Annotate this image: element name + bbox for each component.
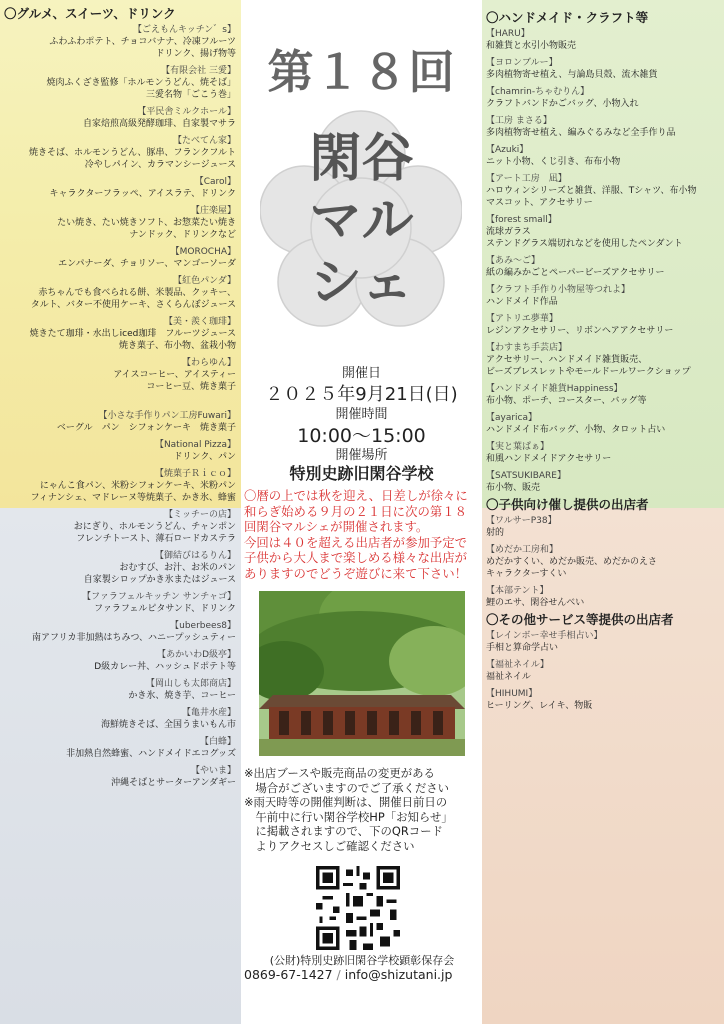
vendor-name: 【実と葉ぱぁ】: [486, 442, 550, 452]
note-line: よりアクセスしご確認ください: [244, 838, 415, 853]
vendor-name: 【HIHUMI】: [486, 689, 538, 699]
handmade-vendor-list-lower: [486, 383, 720, 494]
vendor-name: 【chamrin-ちゃむりん】: [486, 87, 590, 97]
vendor-entry: [486, 544, 720, 580]
vendor-name: 【御結びはるりん】: [154, 551, 236, 561]
vendor-name: 【HARU】: [486, 29, 530, 39]
vendor-items: レジンアクセサリー、リボンヘアアクセサリー: [486, 326, 674, 336]
vendor-name: 【美・羨く珈琲】: [163, 317, 236, 327]
vendor-entry: [4, 24, 236, 60]
vendor-entry: [486, 515, 720, 539]
vendor-items: 非加熱自然蜂蜜、ハンドメイドエコグッズ: [66, 749, 236, 759]
vendor-items: キャラクターすくい: [486, 569, 567, 579]
handmade-vendor-list: [486, 28, 720, 378]
notice-line: 今回は４０を超える出店者が参加予定で: [244, 534, 468, 550]
vendor-entry: [486, 688, 720, 712]
left-vendor-column: [4, 8, 236, 794]
vendor-items: ビーズブレスレットやモールドールワークショップ: [486, 367, 691, 377]
notes: [244, 766, 480, 853]
vendor-name: 【工房 まさる】: [486, 116, 552, 126]
kids-heading: 〇子供向け催し提供の出店者: [486, 497, 649, 512]
vendor-items: ハンドメイド作品: [486, 297, 558, 307]
vendor-name: 【庄楽屋】: [190, 206, 236, 216]
vendor-items: ハロウィンシリーズと雑貨、洋服、Tシャツ、布小物: [486, 186, 697, 196]
vendor-items: 手相と算命学占い: [486, 643, 559, 653]
vendor-name: 【Carol】: [194, 177, 236, 187]
vendor-entry: [4, 736, 236, 760]
vendor-items: ステンドグラス端切れなどを使用したペンダント: [486, 239, 683, 249]
vendor-items: タルト、バター不使用ケーキ、さくらんぼジュース: [30, 300, 236, 310]
vendor-name: 【たべてん家】: [172, 136, 236, 146]
time-label: 開催時間: [335, 407, 388, 422]
vendor-items: 焼きたて珈琲・水出しiced珈琲 フルーツジュース: [29, 329, 236, 339]
vendor-entry: [4, 205, 236, 241]
vendor-name: 【焼菓子Ｒｉｃｏ】: [154, 469, 236, 479]
vendor-items: 焼肉ふくざき監修「ホルモンうどん、焼そば」: [46, 78, 236, 88]
vendor-entry: [4, 246, 236, 270]
vendor-entry: [486, 383, 720, 407]
vendor-name: 【あみ～ご】: [486, 256, 541, 266]
vendor-entry: [486, 412, 720, 436]
other-services-vendor-list: [486, 630, 720, 712]
vendor-items: 流球ガラス: [486, 227, 531, 237]
vendor-items: おむすび、お汁、お米のパン: [119, 563, 236, 573]
vendor-entry: [486, 144, 720, 168]
vendor-entry: [486, 342, 720, 378]
vendor-entry: [486, 214, 720, 250]
vendor-name: 【あかいわD級亭】: [157, 650, 236, 660]
vendor-items: おにぎり、ホルモンうどん、チャンポン: [73, 522, 236, 532]
vendor-name: 【わすまち手芸店】: [486, 343, 568, 353]
vendor-entry: [486, 284, 720, 308]
vendor-entry: [486, 313, 720, 337]
vendor-items: キャラクターフラッペ、アイスラテ、ドリンク: [49, 189, 236, 199]
vendor-entry: [486, 630, 720, 654]
vendor-items: 沖縄そばとサーターアンダギー: [111, 778, 236, 788]
vendor-entry: [4, 135, 236, 171]
email-address[interactable]: info@shizutani.jp: [344, 967, 453, 982]
vendor-entry: [4, 275, 236, 311]
edition-number: 第１８回: [267, 45, 456, 99]
vendor-items: 射的: [486, 528, 505, 538]
vendor-name: 【アトリエ夢華】: [486, 314, 558, 324]
vendor-name: 【ワルサーP38】: [486, 516, 557, 526]
event-title-line-2: マル: [309, 190, 414, 251]
vendor-name: 【平民舎ミルクホール】: [137, 107, 236, 117]
vendor-name: 【有限会社 三愛】: [161, 66, 236, 76]
vendor-entry: [4, 176, 236, 200]
vendor-entry: [4, 468, 236, 504]
vendor-name: 【亀井水産】: [181, 708, 236, 718]
notice-line: 回閑谷マルシェが開催されます。: [244, 519, 429, 534]
vendor-name: 【やいま】: [190, 766, 236, 776]
vendor-name: 【ヨロンブルー】: [486, 58, 558, 68]
vendor-items: 和雑貨と水引小物販売: [486, 41, 577, 51]
event-date: ２０２５年9月21日(日): [265, 384, 458, 405]
vendor-entry: [486, 173, 720, 209]
vendor-entry: [4, 707, 236, 731]
vendor-name: 【わらゆん】: [181, 358, 236, 368]
contact-info: [244, 967, 480, 982]
vendor-items: にゃんこ食パン、米粉シフォンケーキ、米粉パン: [39, 481, 236, 491]
vendor-name: 【uberbees8】: [170, 621, 236, 631]
vendor-name: 【レインボー幸せ手相占い】: [486, 631, 603, 641]
vendor-items: 焼き菓子、布小物、盆栽小物: [118, 341, 236, 351]
vendor-name: 【アート工房 凪】: [486, 174, 567, 184]
vendor-items: 南アフリカ非加熱はちみつ、ハニープッシュティー: [31, 633, 236, 643]
phone-number: 0869-67-1427: [244, 967, 333, 982]
place-label: 開催場所: [335, 448, 388, 463]
bakery-vendor-list: [4, 410, 236, 789]
vendor-name: 【ミッチーの店】: [164, 510, 236, 520]
vendor-items: 布小物、販売: [486, 483, 541, 493]
vendor-items: アクセサリー、ハンドメイド雑貨販売、: [486, 355, 648, 365]
note-line: ※出店ブースや販売商品の変更がある: [244, 766, 435, 780]
vendor-items: かき氷、焼き芋、コーヒー: [128, 691, 236, 701]
vendor-items: マスコット、アクセサリー: [486, 198, 593, 208]
vendor-items: ヒーリング、レイキ、物販: [486, 701, 593, 711]
vendor-name: 【National Pizza】: [154, 440, 236, 450]
contact-separator: /: [336, 967, 341, 982]
vendor-name: 【本部テント】: [486, 586, 549, 596]
vendor-items: 冷やしパイン、カラマンシージュース: [84, 160, 236, 170]
notice-line: 和らぎ始める９月の２１日に次の第１８: [244, 503, 468, 519]
date-label: 開催日: [341, 366, 381, 381]
note-line: 場合がございますのでご了承ください: [244, 780, 450, 795]
note-line: 午前中に行い閑谷学校HP「お知らせ」: [244, 809, 453, 824]
vendor-entry: [4, 649, 236, 673]
kids-vendor-list: [486, 515, 720, 609]
vendor-items: ファラフェルピタサンド、ドリンク: [94, 604, 236, 614]
vendor-items: フィナンシェ、マドレーヌ等焼菓子、かき氷、蜂蜜: [30, 493, 236, 503]
vendor-items: D級カレー丼、ハッシュドポテト等: [94, 662, 236, 672]
event-time: 10:00～15:00: [297, 425, 426, 447]
vendor-items: ハンドメイド布バッグ、小物、タロット占い: [486, 425, 666, 435]
vendor-items: ニット小物、くじ引き、布布小物: [486, 157, 621, 167]
vendor-items: フレンチトースト、薄石ロードカステラ: [76, 534, 236, 544]
notice-line: 〇暦の上では秋を迎え、日差しが徐々に: [244, 488, 468, 503]
vendor-items: クラフトバンドかごバッグ、小物入れ: [486, 99, 639, 109]
vendor-name: 【ayarica】: [486, 413, 538, 423]
note-line: ※雨天時等の開催判断は、開催日前日の: [244, 795, 448, 809]
vendor-items: ドリンク、揚げ物等: [155, 49, 236, 59]
vendor-entry: [486, 86, 720, 110]
vendor-entry: [4, 765, 236, 789]
vendor-items: 鯉のエサ、閑谷せんべい: [486, 598, 585, 608]
vendor-name: 【SATSUKIBARE】: [486, 471, 566, 481]
vendor-name: 【紅色パンダ】: [173, 276, 236, 286]
vendor-entry: [4, 439, 236, 463]
notice-line: 子供から大人まで楽しめる様々な出店が: [244, 550, 468, 565]
event-title-line-1: 閑谷: [309, 128, 414, 189]
vendor-items: 多肉植物寄せ植え、与論島貝殻、流木雑貨: [486, 70, 658, 80]
vendor-items: ベーグル パン シフォンケーキ 焼き菓子: [56, 423, 236, 433]
vendor-entry: [4, 357, 236, 393]
vendor-items: 自家製シロップかき氷またはジュース: [83, 575, 236, 585]
vendor-items: ナンドック、ドリンクなど: [129, 230, 236, 240]
vendor-items: 三愛名物「ごこう巻」: [145, 90, 236, 100]
vendor-entry: [486, 659, 720, 683]
vendor-entry: [4, 509, 236, 545]
vendor-items: めだかすくい、めだか販売、めだかのえさ: [486, 557, 658, 567]
vendor-items: コーヒー豆、焼き菓子: [146, 382, 236, 392]
vendor-entry: [486, 57, 720, 81]
vendor-entry: [4, 65, 236, 101]
temple-photo: [259, 591, 465, 756]
vendor-entry: [4, 678, 236, 702]
vendor-name: 【めだか工房和】: [486, 545, 559, 555]
vendor-name: 【岡山しも太郎商店】: [145, 679, 236, 689]
vendor-items: 焼きそば、ホルモンうどん、豚串、フランクフルト: [28, 148, 236, 158]
vendor-entry: [4, 106, 236, 130]
vendor-items: 赤ちゃんでも食べられる餅、米製品、クッキー、: [38, 288, 236, 298]
handmade-heading: 〇ハンドメイド・クラフト等: [486, 10, 649, 25]
note-line: に掲載されますので、下のQRコード: [244, 824, 443, 838]
vendor-items: 多肉植物寄せ植え、編みぐるみなど全手作り品: [486, 128, 676, 138]
vendor-items: 布小物、ポーチ、コースター、バッグ等: [486, 396, 647, 406]
gourmet-heading: 〇グルメ、スイーツ、ドリンク: [4, 6, 176, 21]
event-notice: [244, 488, 480, 581]
vendor-items: ふわふわポテト、チョコバナナ、冷凍フルーツ: [49, 37, 236, 47]
vendor-entry: [486, 115, 720, 139]
vendor-entry: [486, 441, 720, 465]
vendor-entry: [486, 28, 720, 52]
other-services-heading: 〇その他サービス等提供の出店者: [486, 612, 674, 627]
vendor-items: たい焼き、たい焼きソフト、お惣菜たい焼き: [57, 218, 236, 228]
event-title-line-3: シェ: [310, 252, 413, 313]
gourmet-vendor-list: [4, 24, 236, 393]
notice-line: ありますのでどうぞ遊びに来て下さい！: [244, 565, 468, 581]
event-place: 特別史跡旧閑谷学校: [289, 464, 434, 483]
qr-code[interactable]: [316, 866, 400, 950]
vendor-name: 【ハンドメイド雑貨Happiness】: [486, 384, 623, 394]
vendor-entry: [4, 550, 236, 586]
vendor-items: 福祉ネイル: [486, 672, 531, 682]
vendor-entry: [4, 591, 236, 615]
vendor-items: エンパナーダ、チョリソー、マンゴーソーダ: [58, 259, 236, 269]
vendor-name: 【MOROCHA】: [170, 247, 236, 257]
right-vendor-column: [486, 8, 720, 717]
vendor-name: 【白蜂】: [199, 737, 236, 747]
vendor-name: 【forest small】: [486, 215, 557, 225]
vendor-items: ドリンク、パン: [173, 452, 236, 462]
vendor-entry: [4, 620, 236, 644]
vendor-name: 【小さな手作りパン工房Fuwari】: [98, 411, 236, 421]
vendor-entry: [486, 585, 720, 609]
vendor-entry: [486, 255, 720, 279]
event-title: [241, 128, 482, 314]
vendor-name: 【クラフト手作り小物屋等つれよ】: [486, 285, 631, 295]
vendor-name: 【Azuki】: [486, 145, 529, 155]
vendor-entry: [486, 470, 720, 494]
vendor-items: アイスコーヒー、アイスティー: [113, 370, 236, 380]
vendor-entry: [4, 410, 236, 434]
organizer-name: (公財)特別史跡旧閑谷学校顕彰保存会: [269, 954, 455, 967]
vendor-items: 紙の編みかごとペーパービーズアクセサリー: [486, 268, 665, 278]
vendor-name: 【ファラフェルキッチン サンチャゴ】: [82, 592, 236, 602]
vendor-entry: [4, 316, 236, 352]
vendor-items: 海鮮焼きそば、全国うまいもん市: [100, 720, 236, 730]
vendor-items: 自家焙煎高級発酵珈琲、自家製マサラ: [82, 119, 236, 129]
vendor-name: 【ごえもんキッチン゛s】: [132, 25, 236, 35]
vendor-name: 【福祉ネイル】: [486, 660, 549, 670]
vendor-items: 和風ハンドメイドアクセサリー: [486, 454, 612, 464]
